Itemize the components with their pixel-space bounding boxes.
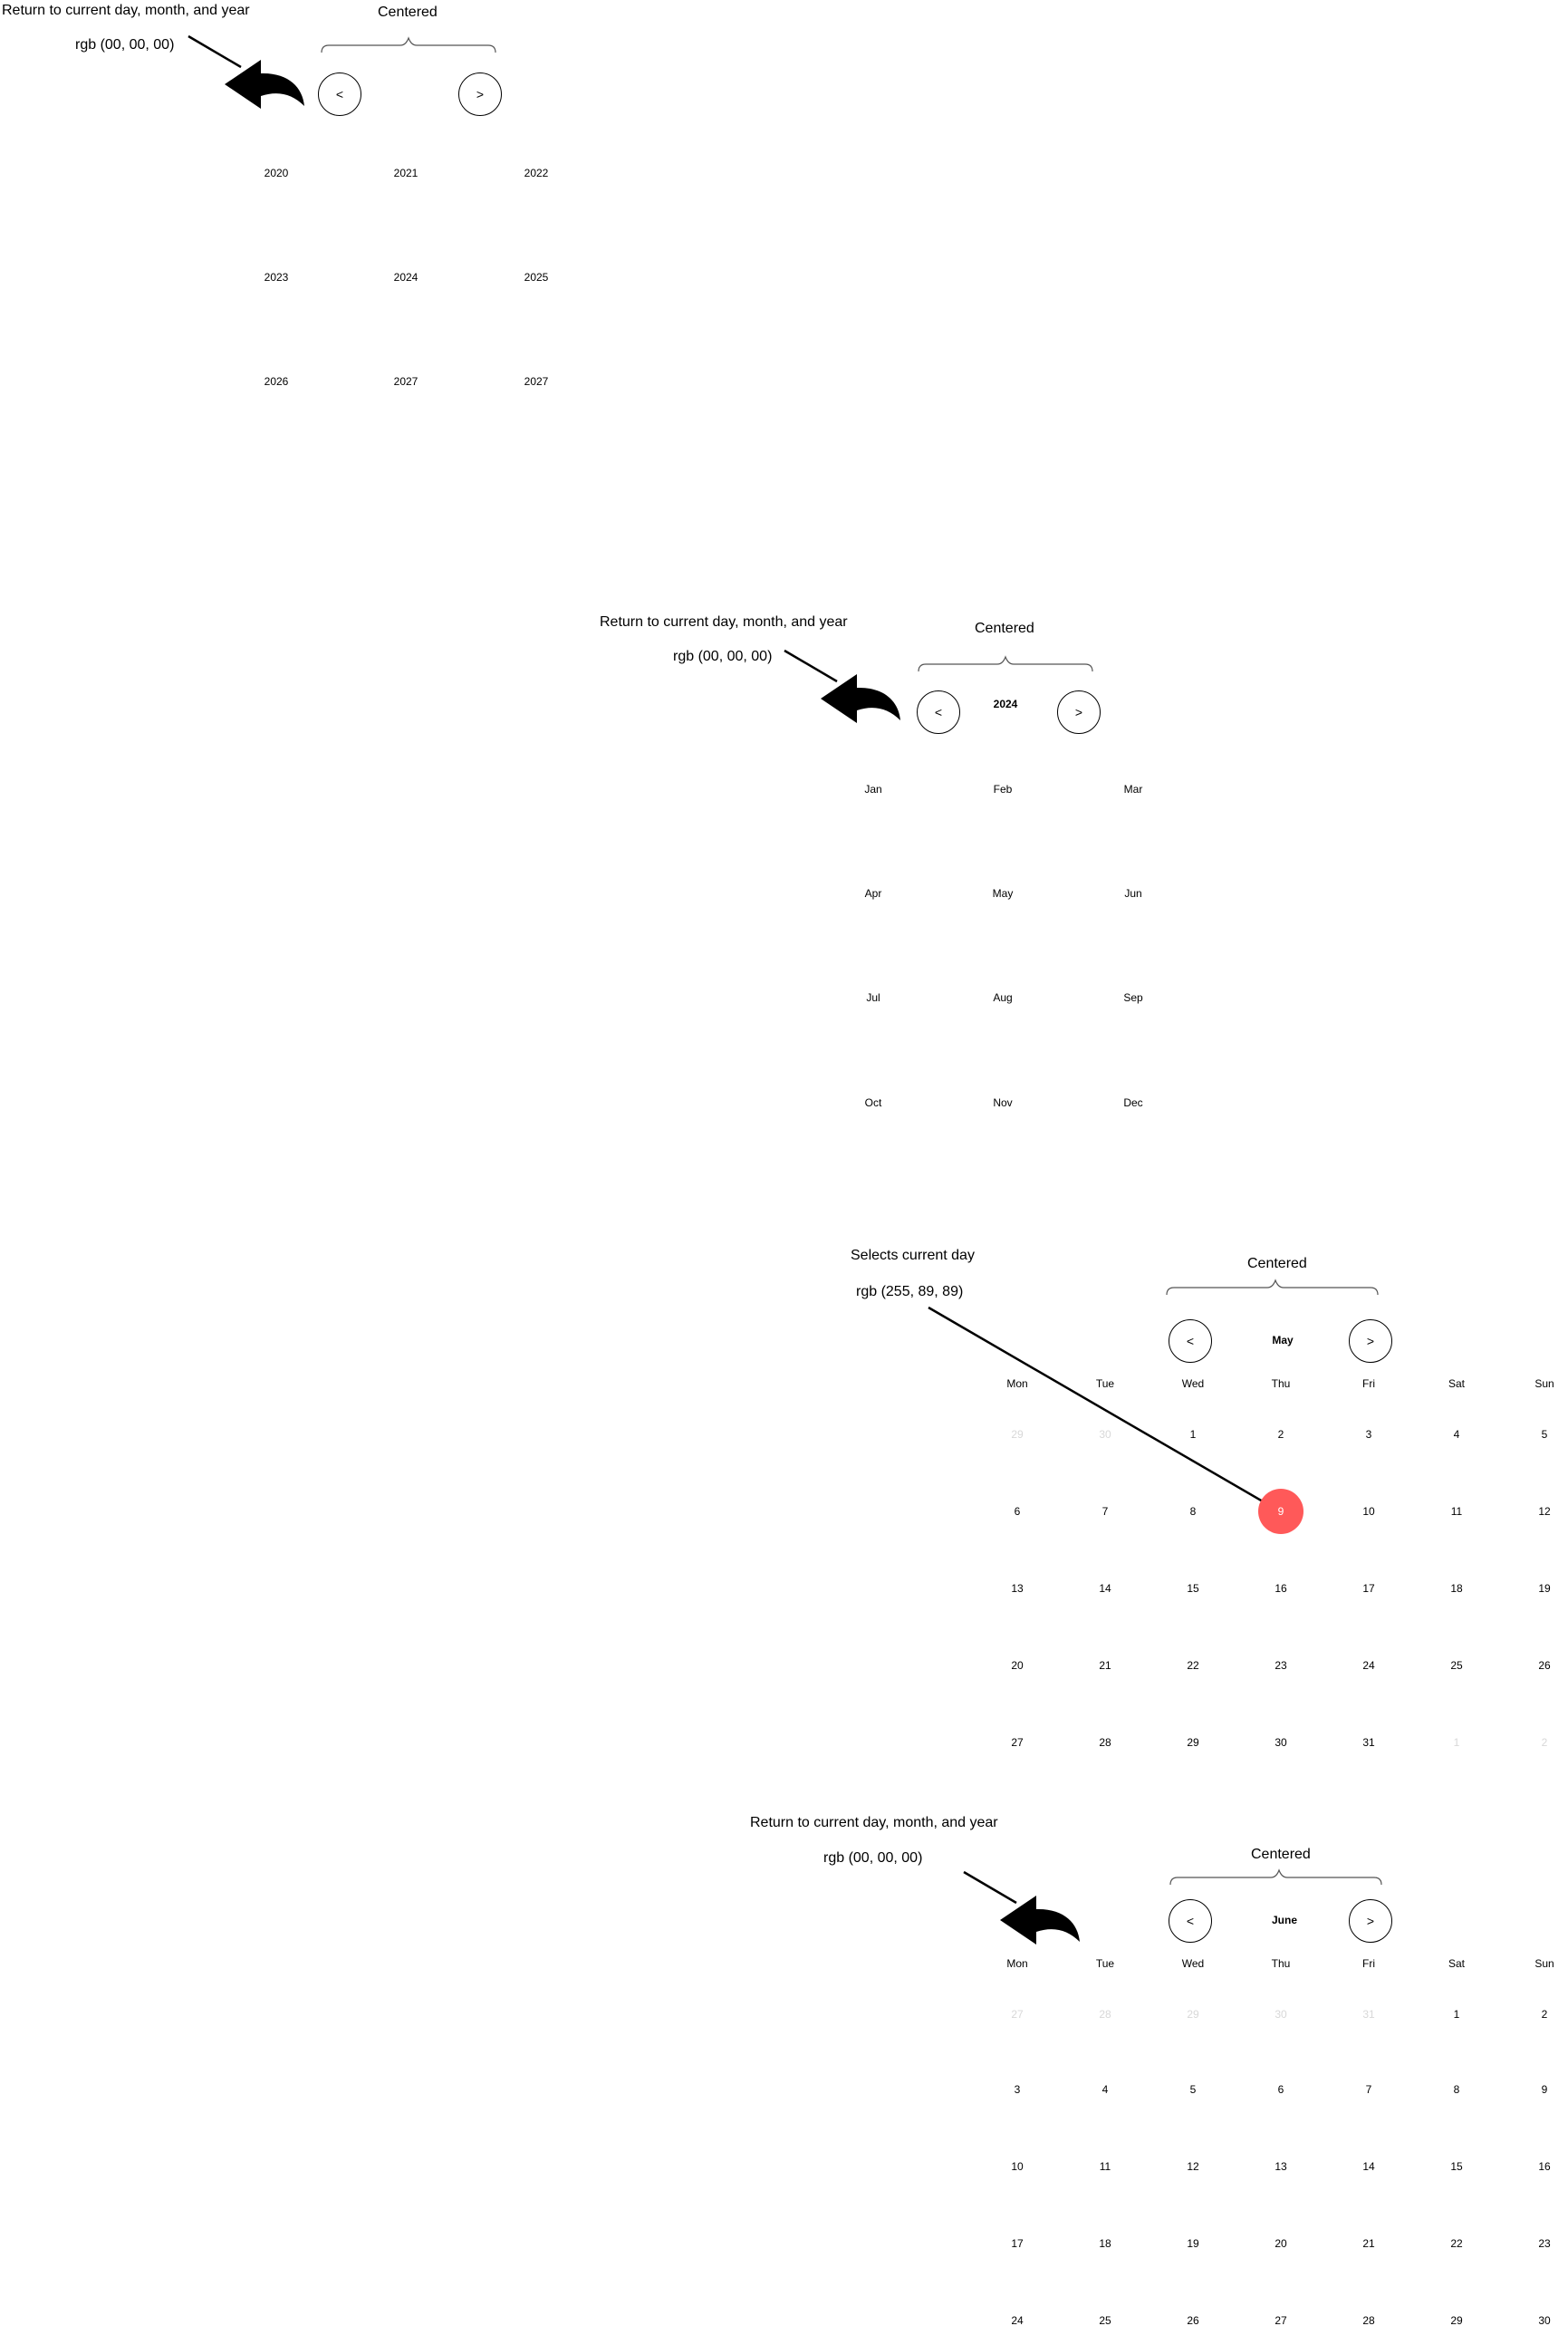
return-color-label: rgb (00, 00, 00)	[823, 1850, 923, 1866]
pointer-line	[928, 1308, 1280, 1511]
select-color-label: rgb (255, 89, 89)	[856, 1284, 964, 1299]
prev-button[interactable]: <	[917, 690, 960, 734]
day-cell[interactable]: 20	[1275, 2237, 1287, 2250]
day-cell-outside-month: 31	[1362, 2008, 1375, 2021]
return-annotation-label: Return to current day, month, and year	[600, 614, 848, 630]
day-cell[interactable]: 28	[1099, 1736, 1111, 1749]
day-cell[interactable]: 20	[1011, 1659, 1024, 1672]
year-cell[interactable]: 2025	[524, 271, 549, 284]
month-cell[interactable]: Dec	[1123, 1096, 1143, 1109]
day-cell[interactable]: 28	[1362, 2314, 1375, 2326]
next-button[interactable]: >	[1057, 690, 1101, 734]
pointer-line	[964, 1872, 1016, 1903]
day-cell[interactable]: 18	[1450, 1582, 1463, 1595]
next-button[interactable]: >	[1349, 1319, 1392, 1363]
day-cell[interactable]: 14	[1362, 2160, 1375, 2173]
return-arrow-icon	[821, 674, 900, 723]
year-cell[interactable]: 2021	[393, 167, 418, 179]
day-cell[interactable]: 17	[1362, 1582, 1375, 1595]
weekday-header: Thu	[1271, 1377, 1291, 1390]
centered-label: Centered	[975, 621, 1034, 636]
weekday-header: Mon	[1006, 1957, 1028, 1970]
return-color-label: rgb (00, 00, 00)	[673, 649, 773, 664]
day-cell[interactable]: 22	[1187, 1659, 1199, 1672]
centered-brace	[322, 38, 495, 53]
day-cell[interactable]: 10	[1362, 1505, 1375, 1518]
day-cell[interactable]: 15	[1187, 1582, 1199, 1595]
day-cell[interactable]: 13	[1011, 1582, 1024, 1595]
day-cell-outside-month: 30	[1099, 1428, 1111, 1441]
day-cell[interactable]: 5	[1541, 1428, 1548, 1441]
day-cell[interactable]: 4	[1453, 1428, 1460, 1441]
weekday-header: Fri	[1362, 1377, 1375, 1390]
day-cell-outside-month: 27	[1011, 2008, 1024, 2021]
month-cell[interactable]: Aug	[993, 991, 1013, 1004]
month-cell[interactable]: May	[992, 887, 1014, 900]
month-cell[interactable]: Mar	[1123, 783, 1143, 796]
month-cell[interactable]: Oct	[864, 1096, 882, 1109]
select-annotation-label: Selects current day	[851, 1248, 975, 1263]
day-cell[interactable]: 4	[1101, 2083, 1109, 2096]
day-cell[interactable]: 27	[1011, 1736, 1024, 1749]
day-cell[interactable]: 23	[1538, 2237, 1551, 2250]
return-arrow-icon	[225, 60, 304, 109]
today-day-cell[interactable]: 9	[1258, 1489, 1303, 1534]
day-cell[interactable]: 24	[1011, 2314, 1024, 2326]
day-cell[interactable]: 26	[1187, 2314, 1199, 2326]
day-cell[interactable]: 2	[1541, 2008, 1548, 2021]
day-cell[interactable]: 19	[1187, 2237, 1199, 2250]
next-button[interactable]: >	[458, 72, 502, 116]
weekday-header: Tue	[1095, 1957, 1115, 1970]
day-cell[interactable]: 21	[1362, 2237, 1375, 2250]
weekday-header: Wed	[1181, 1957, 1205, 1970]
day-cell[interactable]: 25	[1099, 2314, 1111, 2326]
day-cell[interactable]: 29	[1187, 1736, 1199, 1749]
month-cell[interactable]: Apr	[864, 887, 882, 900]
day-cell[interactable]: 2	[1277, 1428, 1284, 1441]
day-cell[interactable]: 8	[1453, 2083, 1460, 2096]
pointer-line	[188, 36, 241, 67]
month-title[interactable]: May	[1272, 1334, 1294, 1346]
year-cell[interactable]: 2027	[393, 375, 418, 388]
centered-label: Centered	[378, 5, 438, 20]
day-cell[interactable]: 11	[1450, 1505, 1463, 1518]
day-cell-outside-month: 30	[1275, 2008, 1287, 2021]
day-cell[interactable]: 18	[1099, 2237, 1111, 2250]
day-cell[interactable]: 9	[1541, 2083, 1548, 2096]
day-cell[interactable]: 3	[1365, 1428, 1372, 1441]
year-cell[interactable]: 2026	[264, 375, 289, 388]
weekday-header: Sun	[1534, 1377, 1554, 1390]
day-cell-outside-month: 29	[1187, 2008, 1199, 2021]
year-cell[interactable]: 2020	[264, 167, 289, 179]
month-cell[interactable]: Jun	[1124, 887, 1142, 900]
year-cell[interactable]: 2024	[393, 271, 418, 284]
return-arrow-icon	[1000, 1896, 1080, 1945]
return-color-label: rgb (00, 00, 00)	[75, 37, 175, 53]
year-cell[interactable]: 2023	[264, 271, 289, 284]
day-cell[interactable]: 26	[1538, 1659, 1551, 1672]
day-cell[interactable]: 17	[1011, 2237, 1024, 2250]
next-button[interactable]: >	[1349, 1899, 1392, 1943]
day-cell[interactable]: 25	[1450, 1659, 1463, 1672]
return-annotation-label: Return to current day, month, and year	[2, 3, 250, 18]
day-cell[interactable]: 30	[1275, 1736, 1287, 1749]
weekday-header: Sat	[1448, 1957, 1465, 1970]
day-cell[interactable]: 13	[1275, 2160, 1287, 2173]
day-cell[interactable]: 31	[1362, 1736, 1375, 1749]
month-cell[interactable]: Sep	[1123, 991, 1143, 1004]
day-cell[interactable]: 10	[1011, 2160, 1024, 2173]
day-cell[interactable]: 21	[1099, 1659, 1111, 1672]
year-cell[interactable]: 2027	[524, 375, 549, 388]
weekday-header: Sat	[1448, 1377, 1465, 1390]
day-cell[interactable]: 15	[1450, 2160, 1463, 2173]
day-cell[interactable]: 1	[1453, 2008, 1460, 2021]
centered-label: Centered	[1251, 1847, 1311, 1862]
day-cell[interactable]: 23	[1275, 1659, 1287, 1672]
weekday-header: Sun	[1534, 1957, 1554, 1970]
day-cell[interactable]: 3	[1014, 2083, 1021, 2096]
day-cell[interactable]: 6	[1014, 1505, 1021, 1518]
weekday-header: Wed	[1181, 1377, 1205, 1390]
month-cell[interactable]: Jul	[866, 991, 880, 1004]
day-cell-outside-month: 2	[1541, 1736, 1548, 1749]
day-cell[interactable]: 16	[1538, 2160, 1551, 2173]
day-cell[interactable]: 7	[1365, 2083, 1372, 2096]
day-cell[interactable]: 8	[1189, 1505, 1197, 1518]
pointer-line	[784, 651, 837, 681]
month-cell[interactable]: Nov	[993, 1096, 1013, 1109]
month-cell[interactable]: Jan	[864, 783, 882, 796]
prev-button[interactable]: <	[1169, 1899, 1212, 1943]
day-cell[interactable]: 5	[1189, 2083, 1197, 2096]
day-cell[interactable]: 30	[1538, 2314, 1551, 2326]
day-cell[interactable]: 24	[1362, 1659, 1375, 1672]
year-title[interactable]: 2024	[993, 698, 1018, 710]
day-cell[interactable]: 12	[1187, 2160, 1199, 2173]
day-cell[interactable]: 6	[1277, 2083, 1284, 2096]
day-cell[interactable]: 22	[1450, 2237, 1463, 2250]
day-cell-outside-month: 1	[1453, 1736, 1460, 1749]
day-cell[interactable]: 19	[1538, 1582, 1551, 1595]
day-cell[interactable]: 27	[1275, 2314, 1287, 2326]
weekday-header: Mon	[1006, 1377, 1028, 1390]
prev-button[interactable]: <	[318, 72, 361, 116]
weekday-header: Tue	[1095, 1377, 1115, 1390]
day-cell[interactable]: 14	[1099, 1582, 1111, 1595]
year-cell[interactable]: 2022	[524, 167, 549, 179]
day-cell[interactable]: 16	[1275, 1582, 1287, 1595]
weekday-header: Thu	[1271, 1957, 1291, 1970]
month-title[interactable]: June	[1271, 1914, 1297, 1926]
day-cell[interactable]: 7	[1101, 1505, 1109, 1518]
day-cell[interactable]: 12	[1538, 1505, 1551, 1518]
day-cell-outside-month: 29	[1011, 1428, 1024, 1441]
day-cell-outside-month: 28	[1099, 2008, 1111, 2021]
day-cell[interactable]: 1	[1189, 1428, 1197, 1441]
centered-brace	[919, 657, 1092, 671]
month-cell[interactable]: Feb	[993, 783, 1013, 796]
return-annotation-label: Return to current day, month, and year	[750, 1815, 998, 1830]
centered-brace	[1170, 1870, 1381, 1885]
prev-button[interactable]: <	[1169, 1319, 1212, 1363]
day-cell[interactable]: 11	[1099, 2160, 1111, 2173]
weekday-header: Fri	[1362, 1957, 1375, 1970]
centered-label: Centered	[1247, 1256, 1307, 1271]
centered-brace	[1167, 1280, 1378, 1295]
day-cell[interactable]: 29	[1450, 2314, 1463, 2326]
